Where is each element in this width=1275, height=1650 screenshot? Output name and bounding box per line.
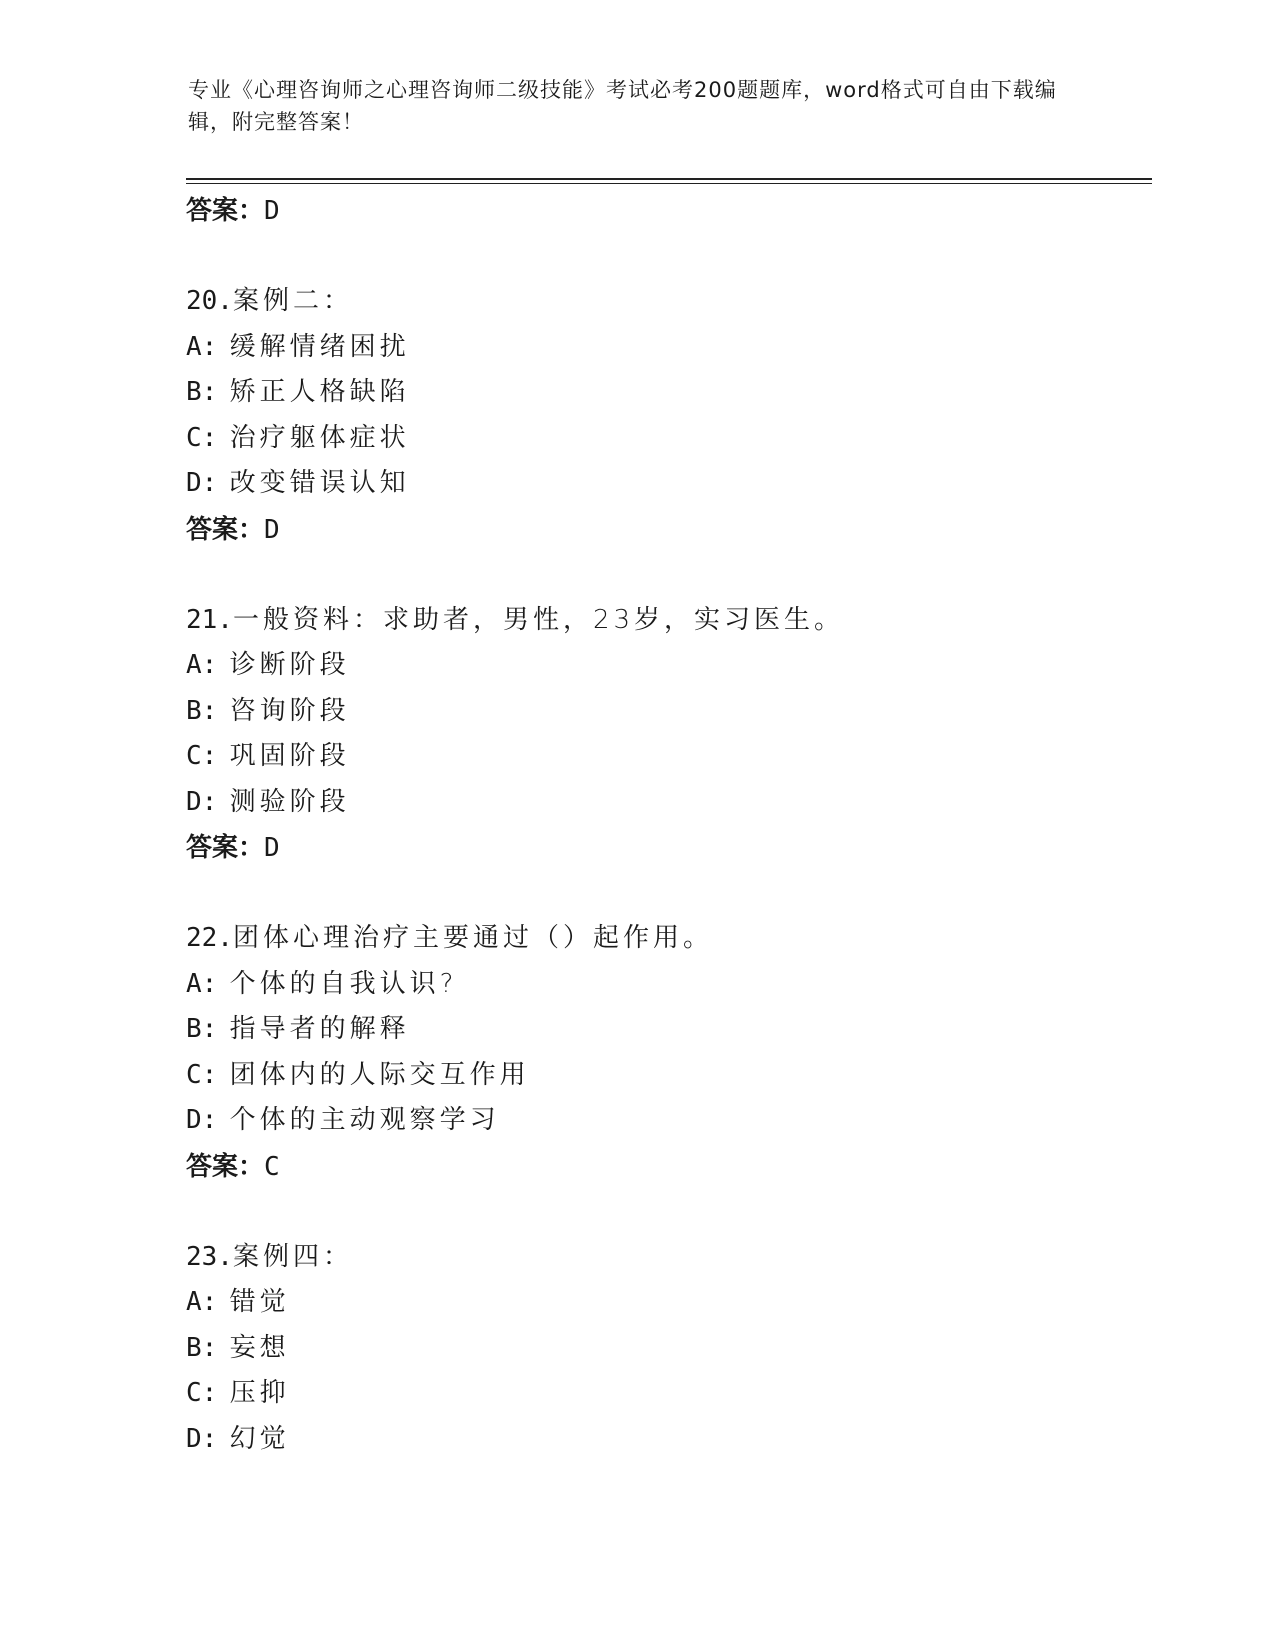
option-key: C:	[186, 741, 218, 771]
spacer	[186, 234, 1146, 279]
option-c	[186, 416, 1146, 462]
question-stem	[186, 279, 1146, 325]
option-b	[186, 1007, 1146, 1053]
option-text: 测验阶段	[229, 786, 350, 817]
answer-value: D	[264, 196, 280, 226]
option-text: 治疗躯体症状	[229, 422, 410, 453]
question-number: 23.	[186, 1241, 233, 1272]
option-key: A:	[186, 968, 218, 999]
question-number: 21.	[186, 604, 233, 635]
option-text: 个体的主动观察学习	[229, 1105, 500, 1135]
question-list	[186, 188, 1146, 1462]
question-number: 22.	[186, 923, 233, 953]
question-text: 案例四：	[232, 1241, 353, 1272]
option-b	[186, 370, 1146, 416]
option-text: 错觉	[229, 1287, 290, 1317]
header-divider-thin	[186, 183, 1152, 184]
answer-label: 答案：	[186, 833, 265, 863]
answer-label: 答案：	[186, 196, 265, 226]
option-c	[186, 1371, 1146, 1417]
option-text: 幻觉	[229, 1423, 290, 1454]
question-text: 案例二：	[232, 286, 353, 316]
option-key: C:	[186, 1378, 218, 1408]
option-c	[186, 1053, 1146, 1099]
option-key: A:	[186, 650, 218, 680]
header-divider-thick	[186, 178, 1152, 180]
option-d	[186, 1098, 1146, 1144]
option-text: 团体内的人际交互作用	[229, 1059, 530, 1090]
option-text: 压抑	[229, 1378, 290, 1408]
option-key: D:	[186, 1423, 218, 1454]
option-key: B:	[186, 377, 218, 407]
question-number: 20.	[186, 286, 233, 316]
option-key: D:	[186, 1105, 218, 1135]
option-a	[186, 962, 1146, 1008]
answer-line	[186, 188, 1146, 234]
answer-label: 答案：	[186, 1151, 265, 1182]
option-d	[186, 461, 1146, 507]
option-text: 指导者的解释	[229, 1014, 410, 1044]
answer-label: 答案：	[186, 514, 265, 545]
option-a	[186, 643, 1146, 689]
option-text: 诊断阶段	[229, 650, 350, 680]
option-text: 妄想	[229, 1332, 290, 1363]
question-stem	[186, 1235, 1146, 1281]
answer-value: D	[264, 514, 280, 545]
option-key: D:	[186, 786, 218, 817]
option-key: D:	[186, 468, 218, 498]
option-text: 个体的自我认识?	[229, 968, 458, 999]
option-text: 缓解情绪困扰	[229, 331, 410, 362]
answer-value: D	[264, 833, 280, 863]
spacer	[186, 871, 1146, 916]
option-text: 矫正人格缺陷	[229, 377, 410, 407]
spacer	[186, 1190, 1146, 1235]
question-text: 团体心理治疗主要通过（）起作用。	[232, 923, 713, 953]
answer-line	[186, 507, 1146, 553]
question-text: 一般资料：求助者，男性，23岁，实习医生。	[232, 604, 845, 635]
question-stem	[186, 916, 1146, 962]
option-b	[186, 1326, 1146, 1372]
option-text: 巩固阶段	[229, 741, 350, 771]
question-stem	[186, 598, 1146, 644]
answer-line	[186, 1144, 1146, 1190]
option-key: B:	[186, 1332, 218, 1363]
option-b	[186, 689, 1146, 735]
answer-value: C	[264, 1151, 280, 1182]
option-key: A:	[186, 1287, 218, 1317]
spacer	[186, 553, 1146, 598]
option-key: C:	[186, 1059, 218, 1090]
option-c	[186, 734, 1146, 780]
option-d	[186, 1417, 1146, 1463]
option-key: B:	[186, 695, 218, 726]
option-key: A:	[186, 331, 218, 362]
option-key: C:	[186, 422, 218, 453]
option-d	[186, 780, 1146, 826]
document-header: 专业《心理咨询师之心理咨询师二级技能》考试必考200题题库，word格式可自由下载编辑，附完整答案！	[188, 78, 1057, 134]
option-a	[186, 325, 1146, 371]
answer-line	[186, 825, 1146, 871]
option-text: 咨询阶段	[229, 695, 350, 726]
option-a	[186, 1280, 1146, 1326]
option-key: B:	[186, 1014, 218, 1044]
option-text: 改变错误认知	[229, 468, 410, 498]
